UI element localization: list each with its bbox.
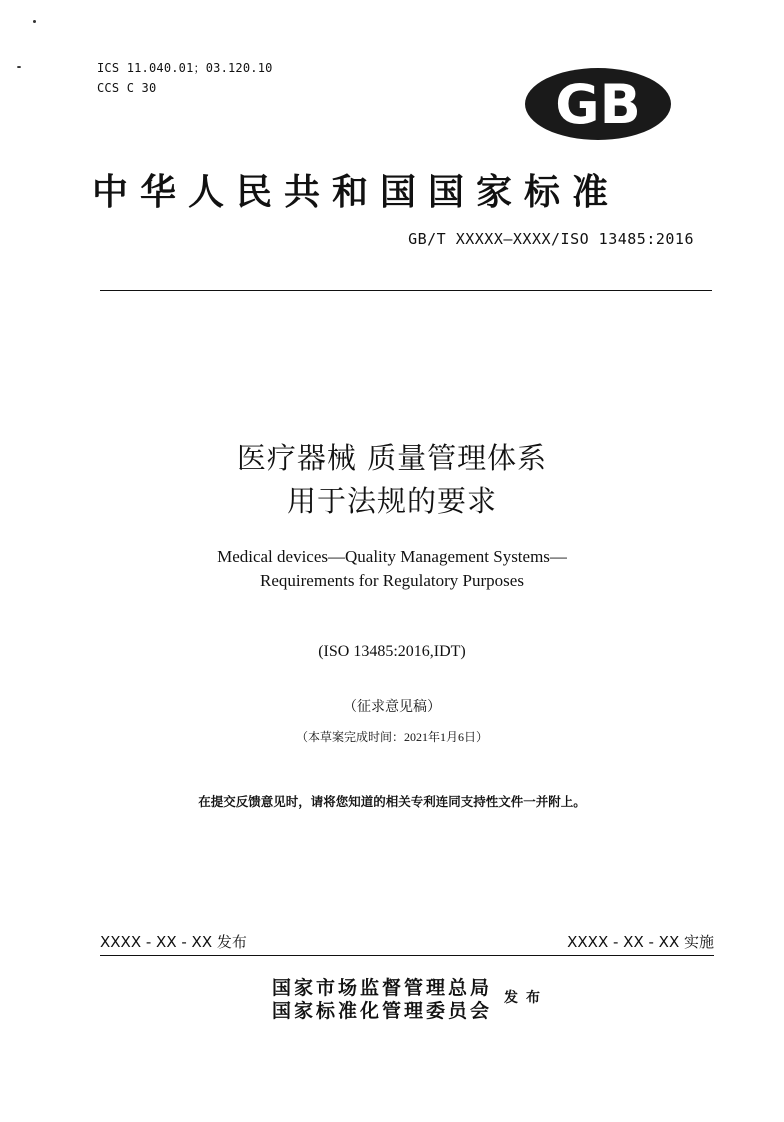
- ics-code: ICS 11.040.01；03.120.10: [97, 61, 273, 75]
- gb-logo: [523, 66, 673, 142]
- draft-completion-date: （本草案完成时间：2021年1月6日）: [295, 730, 488, 744]
- title-english-line1: Medical devices—Quality Management Systems—: [217, 547, 567, 566]
- scan-speck: [33, 20, 36, 23]
- classification-codes: [97, 58, 273, 98]
- draft-label: （征求意见稿）: [343, 700, 441, 715]
- standard-number: GB/T XXXXX—XXXX/ISO 13485:2016: [408, 230, 694, 248]
- header-divider: [100, 290, 712, 291]
- implementation-date: XXXX - XX - XX 实施: [567, 933, 714, 951]
- title-chinese-line2: 用于法规的要求: [286, 484, 497, 518]
- title-english-line2: Requirements for Regulatory Purposes: [260, 571, 524, 590]
- title-chinese-line1: 医疗器械 质量管理体系: [236, 441, 548, 475]
- patent-notice: 在提交反馈意见时，请将您知道的相关专利连同支持性文件一并附上。: [198, 794, 586, 809]
- ccs-code: CCS C 30: [97, 81, 157, 95]
- issuer-sac: 国家标准化管理委员会: [272, 1000, 493, 1022]
- issue-word: 发布: [504, 990, 548, 1006]
- footer-divider: [100, 955, 714, 956]
- issuer-samr: 国家市场监督管理总局: [272, 977, 493, 999]
- release-date: XXXX - XX - XX 发布: [100, 933, 247, 951]
- national-standard-heading: 中华人民共和国国家标准: [92, 172, 621, 213]
- gb-logo-text: GB: [555, 73, 641, 136]
- scan-speck: [17, 66, 21, 68]
- iso-reference: (ISO 13485:2016,IDT): [318, 643, 466, 660]
